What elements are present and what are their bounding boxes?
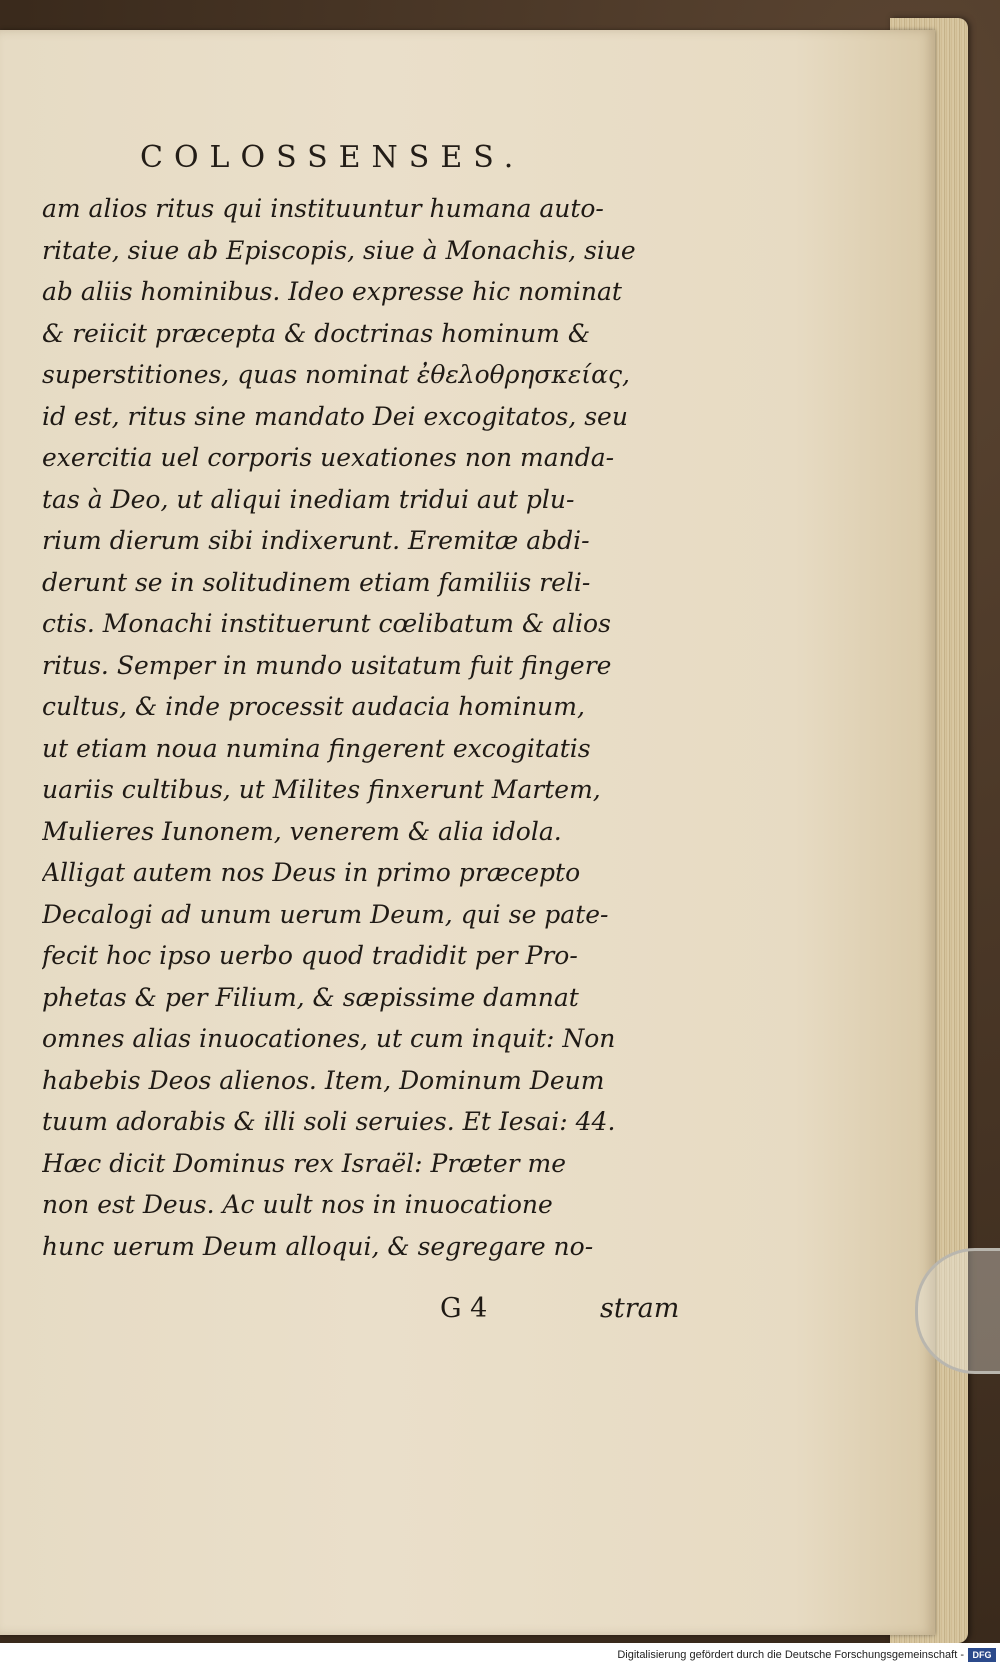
- text-line: Decalogi ad unum uerum Deum, qui se pate-: [42, 899, 609, 929]
- text-line: id est, ritus sine mandato Dei excogitatos, seu: [42, 401, 628, 431]
- text-line: omnes alias inuocationes, ut cum inquit: Non: [42, 1024, 616, 1053]
- dfg-logo: DFG: [968, 1648, 996, 1662]
- text-line: phetas & per Filium, & sæpissime damnat: [42, 982, 579, 1012]
- text-line: non est Deus. Ac uult nos in inuocatione: [42, 1190, 553, 1219]
- catchword: stram: [600, 1293, 680, 1324]
- running-head: COLOSSENSES.: [140, 140, 525, 175]
- body-text: [42, 188, 682, 1267]
- text-line: fecit hoc ipso uerbo quod tradidit per Pro-: [42, 941, 578, 970]
- text-line: superstitiones, quas nominat ἐθελοθρησκείας,: [42, 360, 630, 389]
- footer-bar: [0, 1643, 1000, 1670]
- text-line: Alligat autem nos Deus in primo præcepto: [42, 858, 581, 887]
- text-line: am alios ritus qui instituuntur humana auto-: [42, 194, 604, 223]
- text-line: cultus, & inde processit audacia hominum,: [42, 692, 585, 721]
- text-line: rium dierum sibi indixerunt. Eremitæ abdi-: [42, 526, 590, 555]
- text-line: ctis. Monachi instituerunt cœlibatum & alios: [42, 609, 611, 638]
- text-line: uariis cultibus, ut Milites finxerunt Martem,: [42, 775, 601, 804]
- funding-credit: Digitalisierung gefördert durch die Deutsche Forschungsgemeinschaft -: [617, 1649, 964, 1661]
- text-line: ut etiam noua numina fingerent excogitatis: [42, 733, 591, 763]
- text-line: Hæc dicit Dominus rex Israël: Præter me: [42, 1148, 567, 1178]
- text-line: & reiicit præcepta & doctrinas hominum &: [42, 318, 591, 348]
- text-line: Mulieres Iunonem, venerem & alia idola.: [42, 816, 562, 846]
- book-page: [0, 30, 935, 1635]
- text-line: ritus. Semper in mundo usitatum fuit fingere: [42, 650, 612, 680]
- text-line: exercitia uel corporis uexationes non manda-: [42, 443, 615, 472]
- text-line: hunc uerum Deum alloqui, & segregare no-: [42, 1231, 594, 1261]
- text-line: tas à Deo, ut aliqui inediam tridui aut plu-: [42, 484, 575, 514]
- signature-mark: G 4: [440, 1293, 488, 1324]
- text-line: derunt se in solitudinem etiam familiis reli-: [42, 567, 591, 597]
- text-line: ab aliis hominibus. Ideo expresse hic nominat: [42, 277, 622, 306]
- text-line: habebis Deos alienos. Item, Dominum Deum: [42, 1065, 605, 1095]
- text-line: ritate, siue ab Episcopis, siue à Monachis, siue: [42, 235, 636, 265]
- text-line: tuum adorabis & illi soli seruies. Et Iesai: 44.: [42, 1107, 616, 1136]
